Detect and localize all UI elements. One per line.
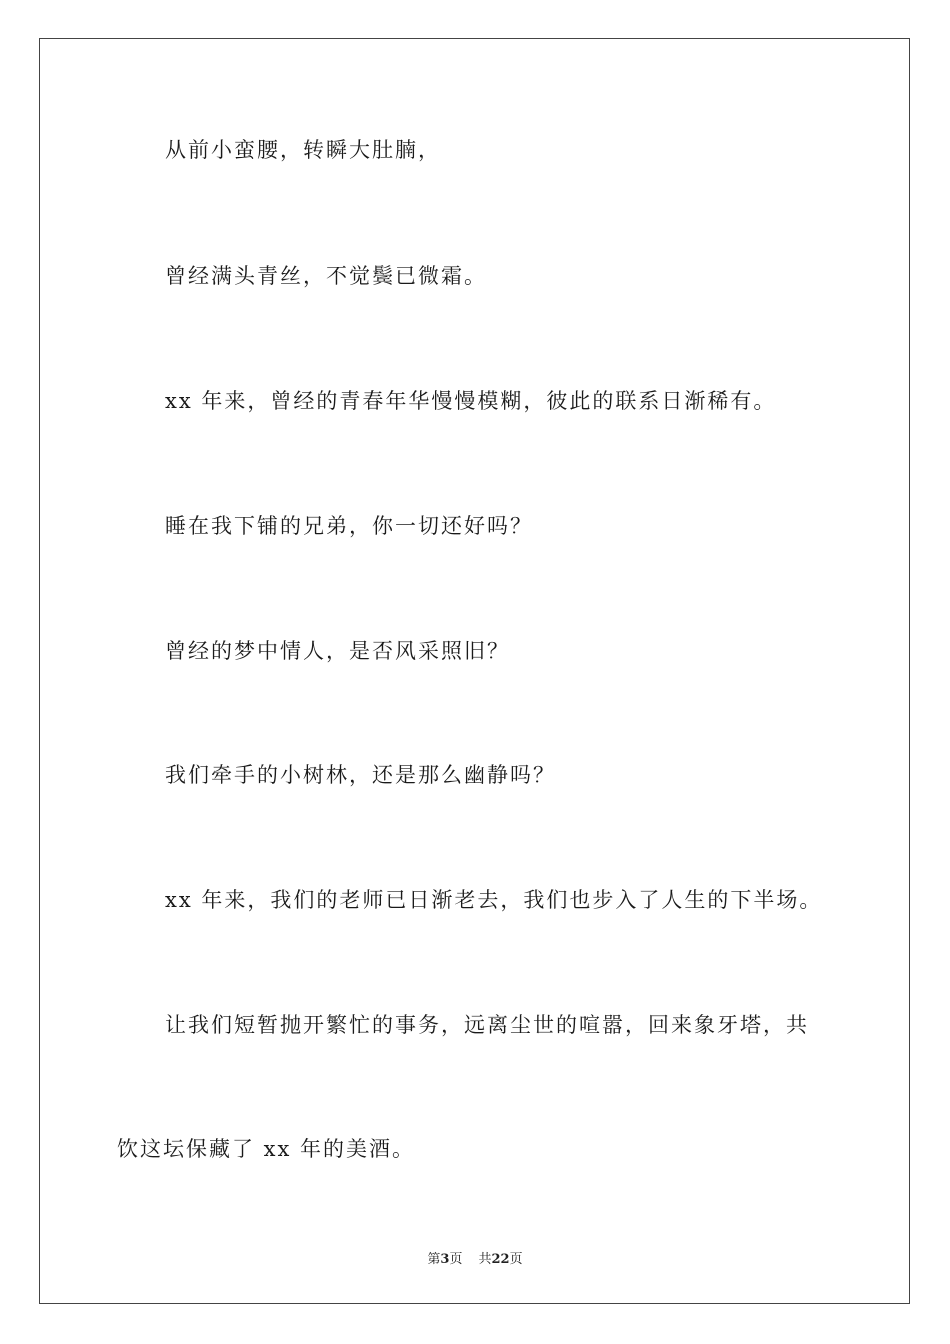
page-frame — [39, 38, 910, 1304]
paragraph-line-6: 我们牵手的小树林，还是那么幽静吗？ — [165, 763, 556, 787]
page-footer — [0, 1248, 950, 1267]
total-prefix: 共 — [478, 1252, 492, 1267]
paragraph-line-7: xx 年来，我们的老师已日渐老去，我们也步入了人生的下半场。 — [165, 888, 823, 912]
paragraph-line-8: 让我们短暂抛开繁忙的事务，远离尘世的喧嚣，回来象牙塔，共 — [165, 1013, 809, 1037]
paragraph-line-1: 从前小蛮腰，转瞬大肚腩， — [165, 138, 441, 162]
paragraph-line-2: 曾经满头青丝，不觉鬓已微霜。 — [165, 264, 487, 288]
paragraph-line-4: 睡在我下铺的兄弟，你一切还好吗？ — [165, 514, 533, 538]
page-prefix: 第 — [427, 1252, 441, 1267]
paragraph-line-3: xx 年来，曾经的青春年华慢慢模糊，彼此的联系日渐稀有。 — [165, 389, 777, 413]
page-suffix: 页 — [449, 1252, 463, 1267]
current-page-number: 3 — [440, 1252, 450, 1267]
paragraph-line-5: 曾经的梦中情人，是否风采照旧？ — [165, 639, 510, 663]
paragraph-line-9: 饮这坛保藏了 xx 年的美酒。 — [117, 1137, 416, 1161]
total-page-count: 22 — [491, 1252, 510, 1267]
total-suffix: 页 — [509, 1252, 523, 1267]
